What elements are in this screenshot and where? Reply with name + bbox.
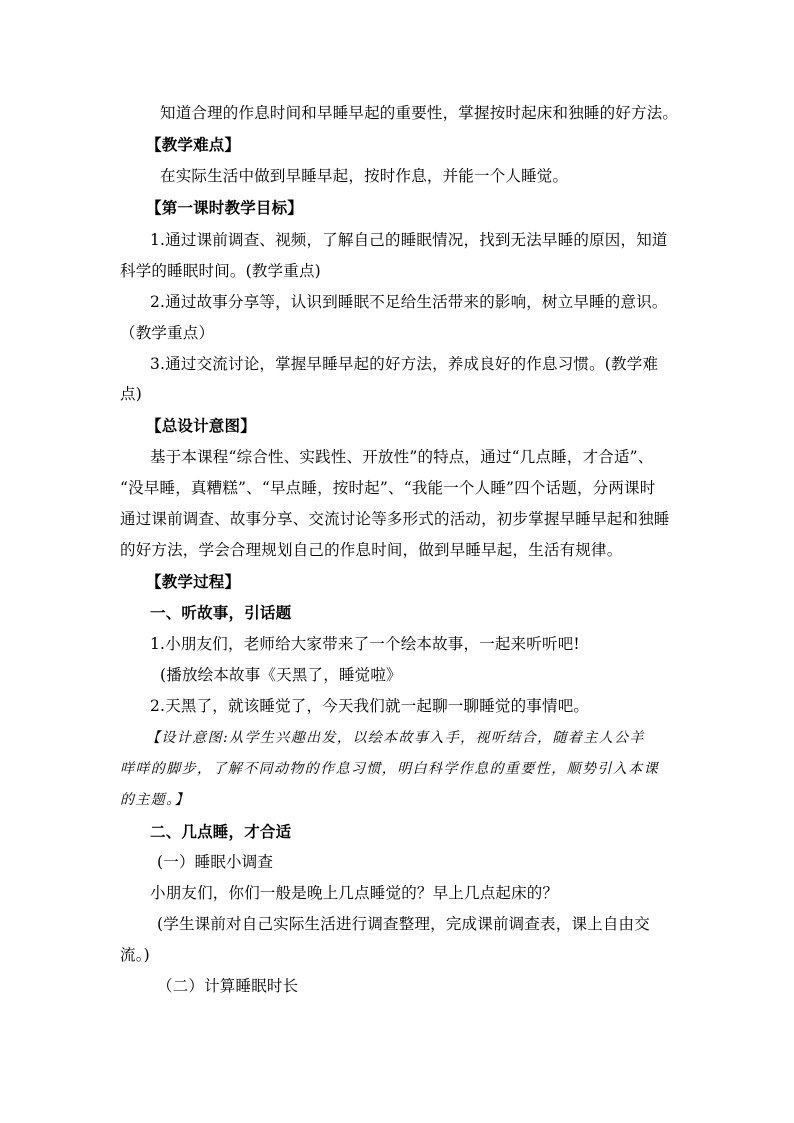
design-intent-line-3: 通过课前调查、故事分享、交流讨论等多形式的活动，初步掌握早睡早起和独睡	[120, 510, 670, 528]
step-1-text: 1.小朋友们，老师给大家带来了一个绘本故事，一起来听听吧!	[150, 635, 580, 653]
survey-note-line-1: (学生课前对自己实际生活进行调查整理，完成课前调查表，课上自由交	[157, 915, 650, 933]
intro-text: 知道合理的作息时间和早睡早起的重要性，掌握按时起床和独睡的好方法。	[160, 104, 679, 122]
section-1-title: 一、听故事，引话题	[150, 603, 292, 622]
heading-difficulty: 【教学难点】	[146, 135, 241, 154]
difficulty-text: 在实际生活中做到早睡早起，按时作息，并能一个人睡觉。	[160, 167, 569, 185]
heading-objectives: 【第一课时教学目标】	[146, 198, 304, 217]
heading-process: 【教学过程】	[146, 572, 241, 591]
subsection-2-title: （二）计算睡眠时长	[157, 977, 299, 995]
design-note-line-2: 咩咩的脚步，了解不同动物的作息习惯，明白科学作息的重要性，顺势引入本课	[120, 761, 659, 777]
design-intent-line-2: “没早睡，真糟糕”、“早点睡，按时起”、“我能一个人睡”四个话题，分两课时	[120, 479, 656, 497]
objective-3-line-1: 3.通过交流讨论，掌握早睡早起的好方法，养成良好的作息习惯。(教学难	[150, 355, 659, 373]
design-note-line-3: 的主题。】	[120, 792, 190, 808]
question-text: 小朋友们，你们一般是晚上几点睡觉的？早上几点起床的？	[150, 884, 559, 902]
subsection-1-title: (一）睡眠小调查	[157, 853, 274, 871]
objective-1-line-2: 科学的睡眠时间。(教学重点)	[120, 262, 321, 280]
design-note-line-1: 【设计意图:从学生兴趣出发，以绘本故事入手，视听结合，随着主人公羊	[146, 730, 645, 746]
design-intent-line-4: 的好方法，学会合理规划自己的作息时间，做到早睡早起，生活有规律。	[120, 541, 623, 559]
objective-3-line-2: 点)	[120, 385, 142, 403]
objective-2-line-1: 2.通过故事分享等，认识到睡眠不足给生活带来的影响，树立早睡的意识。	[150, 293, 668, 311]
step-2-text: 2.天黑了，就该睡觉了，今天我们就一起聊一聊睡觉的事情吧。	[150, 697, 590, 715]
survey-note-line-2: 流。)	[120, 946, 150, 964]
objective-1-line-1: 1.通过课前调查、视频，了解自己的睡眠情况，找到无法早睡的原因，知道	[150, 231, 668, 249]
heading-design-intent: 【总设计意图】	[146, 416, 256, 435]
section-2-title: 二、几点睡，才合适	[150, 822, 292, 841]
design-intent-line-1: 基于本课程“综合性、实践性、开放性”的特点，通过“几点睡，才合适”、	[150, 448, 654, 466]
objective-2-line-2: （教学重点）	[120, 324, 215, 342]
play-story-text: (播放绘本故事《天黑了，睡觉啦》	[160, 666, 402, 684]
